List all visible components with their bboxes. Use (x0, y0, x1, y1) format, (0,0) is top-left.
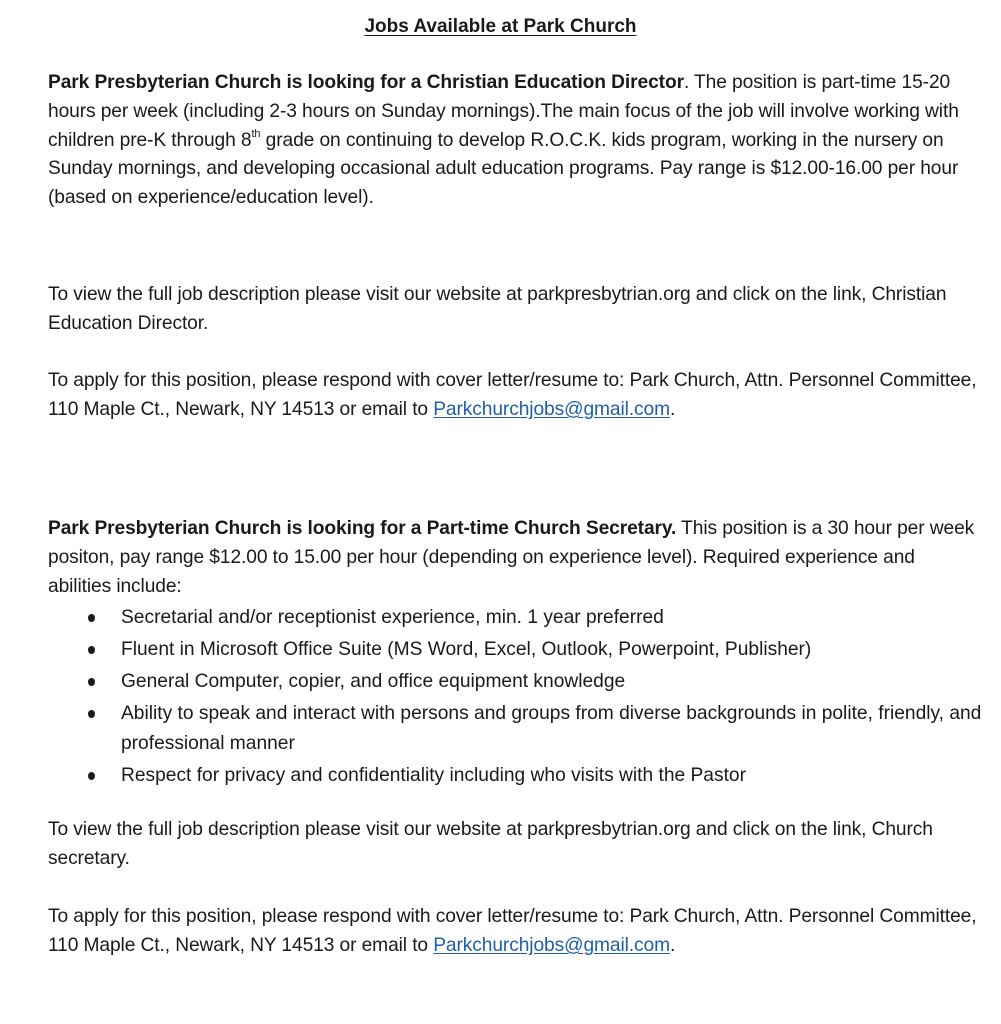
job2-lead: Park Presbyterian Church is looking for a Part-time Church Secretary. (48, 518, 677, 539)
bullet-icon (88, 614, 95, 622)
bullet-icon (88, 646, 95, 654)
job1-apply-text: To apply for this position, please respond with cover letter/resume to: Park Church, Attn. Personnel Committee, 110 Maple Ct., Newark, NY 14513 or email to (48, 370, 977, 420)
bullet-icon (88, 772, 95, 780)
job1-text-a: . The position is part-time 15-20 hours per week (including 2-3 hours on Sunday mornings).The main focus of the job will involve working with children pre-K through 8 (48, 72, 959, 151)
requirement-item (48, 699, 983, 758)
job1-description (48, 69, 983, 213)
job2-email-link[interactable]: Parkchurchjobs@gmail.com (433, 934, 670, 956)
job2-requirements-list (48, 603, 983, 793)
job2-text-a: This position is a 30 hour per week positon, pay range $12.00 to 15.00 per hour (depending on experience level). Required experience and abilities include: (48, 518, 975, 597)
requirement-item (48, 635, 983, 665)
job1-email-suffix: . (670, 398, 676, 420)
requirement-item (48, 761, 983, 791)
job2-email-suffix: . (670, 934, 676, 956)
job1-lead: Park Presbyterian Church is looking for a Christian Education Director (48, 72, 684, 93)
job2-description (48, 515, 983, 601)
requirement-text: Ability to speak and interact with persons and groups from diverse backgrounds in polite, friendly, and professional manner (121, 703, 982, 754)
job1-text-b: grade on continuing to develop R.O.C.K. kids program, working in the nursery on Sunday mornings, and developing occasional adult education programs. Pay range is $12.00-16.00 per hour (based on experience/education level). (48, 129, 959, 209)
requirement-text: Secretarial and/or receptionist experience, min. 1 year preferred (121, 607, 664, 628)
requirement-item (48, 667, 983, 697)
job2-apply-text: To apply for this position, please respond with cover letter/resume to: Park Church, Attn. Personnel Committee, 110 Maple Ct., Newark, NY 14513 or email to (48, 906, 977, 956)
job2-view-info: To view the full job description please visit our website at parkpresbytrian.org and click on the link, Church secretary. (48, 819, 933, 869)
job1-email-link[interactable]: Parkchurchjobs@gmail.com (433, 398, 670, 420)
bullet-icon (88, 678, 95, 686)
bullet-icon (88, 710, 95, 718)
page-title: Jobs Available at Park Church (364, 16, 637, 37)
requirement-text: Respect for privacy and confidentiality including who visits with the Pastor (121, 764, 746, 786)
job2-apply-info (48, 903, 983, 961)
job1-superscript: th (251, 127, 261, 140)
requirement-text: Fluent in Microsoft Office Suite (MS Word, Excel, Outlook, Powerpoint, Publisher) (121, 639, 812, 660)
job1-apply-info (48, 367, 983, 425)
job1-view-info: To view the full job description please visit our website at parkpresbytrian.org and click on the link, Christian Education Director. (48, 284, 947, 334)
requirement-item (48, 603, 983, 633)
requirement-text: General Computer, copier, and office equipment knowledge (121, 671, 626, 692)
